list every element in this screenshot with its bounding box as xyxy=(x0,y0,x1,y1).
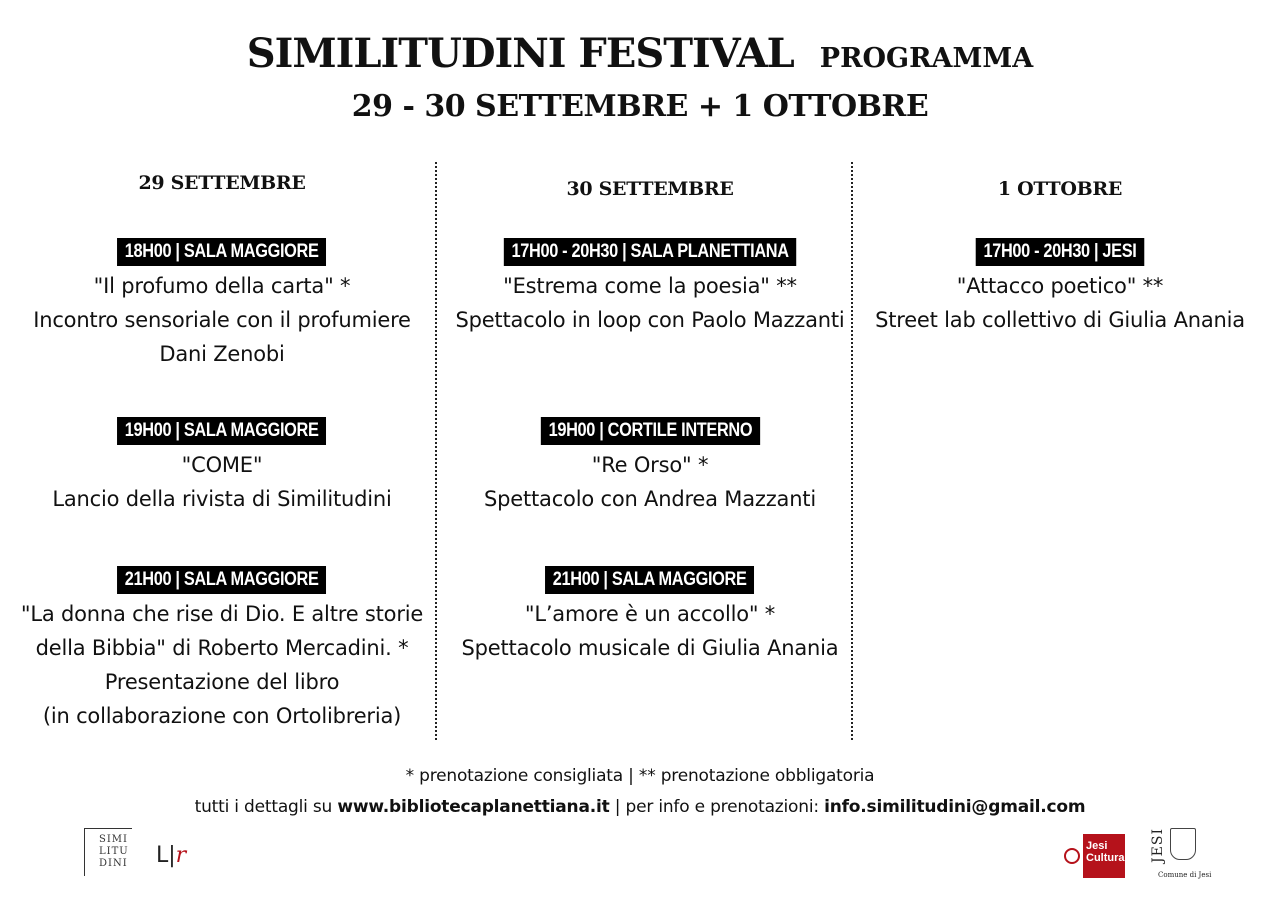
event-description xyxy=(450,269,850,337)
event-item xyxy=(450,417,850,516)
header xyxy=(0,30,1280,124)
time-venue-badge: 21H00 | SALA MAGGIORE xyxy=(545,566,754,594)
logo-text: Jesi xyxy=(1086,840,1108,852)
day-column-1-ottobre xyxy=(860,168,1260,332)
time-venue-badge: 17H00 - 20H30 | SALA PLANETTIANA xyxy=(504,238,797,266)
event-item xyxy=(450,238,850,337)
event-line: "COME" xyxy=(181,453,263,477)
details-line xyxy=(0,797,1280,817)
logo-text: Cultura xyxy=(1086,852,1125,864)
logo-text: L| xyxy=(156,843,176,868)
comune-di-jesi-logo xyxy=(1150,828,1212,880)
event-line: (in collaborazione con Ortolibreria) xyxy=(42,704,402,728)
email-link[interactable]: info.similitudini@gmail.com xyxy=(824,797,1086,817)
day-heading: 30 SETTEMBRE xyxy=(566,178,734,200)
column-divider-1 xyxy=(435,162,437,740)
event-line: "La donna che rise di Dio. E altre storie xyxy=(20,602,424,626)
event-line: Dani Zenobi xyxy=(159,342,285,366)
logo-subtext: Comune di Jesi xyxy=(1158,871,1212,879)
event-line: della Bibbia" di Roberto Mercadini. * xyxy=(35,636,409,660)
event-line: Street lab collettivo di Giulia Anania xyxy=(875,308,1245,332)
details-prefix: tutti i dettagli su xyxy=(194,797,338,817)
logo-mark: r xyxy=(175,843,187,868)
title-row xyxy=(0,30,1280,77)
event-line: "Estrema come la poesia" ** xyxy=(503,274,797,298)
event-item xyxy=(860,238,1260,337)
event-line: Spettacolo musicale di Giulia Anania xyxy=(461,636,839,660)
booking-legend: * prenotazione consigliata | ** prenotazione obbligatoria xyxy=(405,766,875,786)
event-description xyxy=(17,597,427,733)
day-heading: 1 OTTOBRE xyxy=(997,178,1123,200)
logo-text: LITU xyxy=(99,846,129,857)
event-description xyxy=(860,269,1260,337)
time-venue-badge: 19H00 | CORTILE INTERNO xyxy=(540,417,759,445)
website-link[interactable]: www.bibliotecaplanettiana.it xyxy=(337,797,610,817)
festival-dates: 29 - 30 SETTEMBRE + 1 OTTOBRE xyxy=(351,89,929,124)
event-item xyxy=(450,566,850,665)
programme-label: PROGRAMMA xyxy=(819,43,1034,74)
day-heading: 29 SETTEMBRE xyxy=(138,172,306,194)
event-line: Spettacolo con Andrea Mazzanti xyxy=(484,487,816,511)
time-venue-badge: 21H00 | SALA MAGGIORE xyxy=(117,566,326,594)
column-divider-2 xyxy=(851,162,853,740)
event-line: "L’amore è un accollo" * xyxy=(524,602,776,626)
day-column-29-settembre xyxy=(17,168,427,728)
event-description xyxy=(17,269,427,371)
crest-icon xyxy=(1170,828,1196,860)
jesi-cultura-box xyxy=(1083,834,1125,878)
time-venue-badge: 18H00 | SALA MAGGIORE xyxy=(117,238,326,266)
similitudini-logo xyxy=(84,828,132,876)
event-description xyxy=(17,448,427,516)
event-item xyxy=(17,417,427,516)
event-line: "Re Orso" * xyxy=(591,453,709,477)
wheel-icon xyxy=(1064,848,1080,864)
time-venue-badge: 17H00 - 20H30 | JESI xyxy=(976,238,1145,266)
day-column-30-settembre xyxy=(450,168,850,660)
lp-logo xyxy=(156,843,186,868)
event-line: Incontro sensoriale con il profumiere xyxy=(33,308,411,332)
festival-title: SIMILITUDINI FESTIVAL xyxy=(246,30,794,77)
event-line: Spettacolo in loop con Paolo Mazzanti xyxy=(455,308,845,332)
event-line: Lancio della rivista di Similitudini xyxy=(52,487,392,511)
time-venue-badge: 19H00 | SALA MAGGIORE xyxy=(117,417,326,445)
details-mid: | per info e prenotazioni: xyxy=(609,797,825,817)
event-item xyxy=(17,566,427,733)
event-description xyxy=(450,597,850,665)
jesi-cultura-logo xyxy=(1064,834,1128,878)
event-line: Presentazione del libro xyxy=(104,670,340,694)
logo-text: SIMI xyxy=(99,834,128,845)
event-line: "Attacco poetico" ** xyxy=(956,274,1164,298)
event-line: "Il profumo della carta" * xyxy=(93,274,351,298)
event-item xyxy=(17,238,427,371)
logo-text: DINI xyxy=(99,858,128,869)
event-description xyxy=(450,448,850,516)
logo-text: JESI xyxy=(1150,828,1166,863)
